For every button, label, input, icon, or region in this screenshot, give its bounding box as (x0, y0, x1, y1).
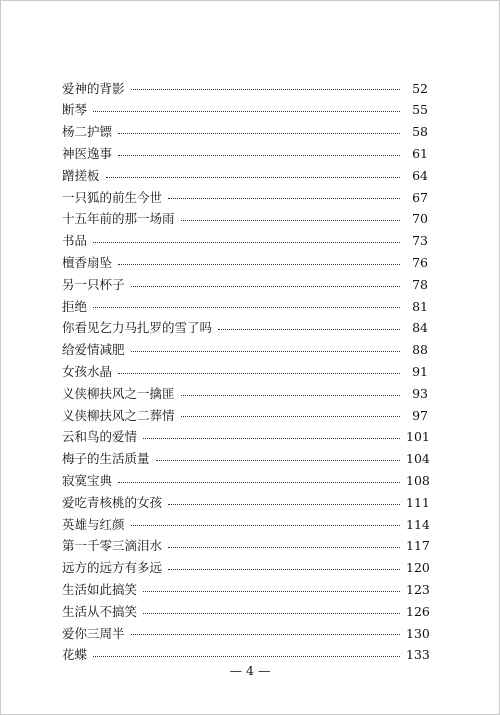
toc-entry (62, 318, 428, 340)
toc-entry-title: 爱神的背影 (62, 80, 125, 96)
dot-leader (143, 613, 400, 614)
toc-entry (62, 165, 428, 187)
toc-entry (62, 361, 428, 383)
dot-leader (181, 220, 400, 221)
toc-entry (62, 470, 428, 492)
toc-entry-page: 55 (412, 102, 428, 118)
toc-entry-title: 云和鸟的爱情 (62, 429, 138, 445)
page-number: — 4 — (229, 663, 271, 678)
toc-entry-title: 生活如此搞笑 (62, 581, 138, 597)
dot-leader (93, 656, 400, 657)
toc-entry-title: 女孩水晶 (62, 364, 113, 379)
toc-entry-title: 一只狐的前生今世 (62, 189, 163, 205)
toc-entry-title: 断琴 (62, 102, 88, 118)
dot-leader (106, 177, 400, 178)
toc-entry (62, 623, 428, 645)
toc-entry (62, 231, 428, 253)
toc-entry (62, 78, 428, 100)
toc-entry-title: 檀香扇坠 (62, 255, 113, 271)
dot-leader (118, 482, 400, 483)
toc-entry (62, 252, 428, 274)
dot-leader (131, 525, 400, 526)
dot-leader (168, 504, 400, 505)
toc-entry-page: 81 (412, 298, 428, 314)
toc-entry-title: 花蝶 (62, 647, 88, 663)
toc-entry-page: 52 (412, 80, 428, 96)
toc-entry (62, 492, 428, 514)
toc-entry-page: 58 (412, 124, 428, 140)
dot-leader (131, 634, 400, 635)
toc-entry (62, 427, 428, 449)
toc-entry (62, 122, 428, 144)
toc-entry (62, 187, 428, 209)
toc-entry-title: 英雄与红颜 (62, 516, 125, 532)
toc-entry-title: 十五年前的那一场雨 (62, 211, 175, 227)
dot-leader (143, 438, 400, 439)
toc-entry-page: 70 (412, 211, 428, 227)
toc-entry-page: 88 (412, 342, 428, 358)
toc-entry-title: 爱吃青核桃的女孩 (62, 494, 163, 510)
toc-entry-title: 拒绝 (62, 298, 88, 314)
toc-entry-title: 远方的远方有多远 (62, 560, 163, 576)
toc-entry-page: 78 (412, 276, 428, 292)
dot-leader (118, 133, 400, 134)
toc-entry (62, 536, 428, 558)
toc-entry (62, 340, 428, 362)
toc-entry (62, 296, 428, 318)
toc-entry-page: 108 (406, 472, 430, 488)
toc-entry-page: 93 (412, 385, 428, 401)
dot-leader (143, 591, 400, 592)
dot-leader (181, 395, 400, 396)
toc-entry-page: 123 (406, 581, 430, 597)
dot-leader (131, 286, 400, 287)
toc-entry-title: 义侠柳扶风之二葬情 (62, 407, 175, 423)
toc-entry-page: 117 (406, 538, 430, 554)
toc-entry-page: 130 (406, 625, 430, 641)
toc-entry-title: 给爱情减肥 (62, 342, 125, 358)
toc-entry-title: 爱你三周半 (62, 625, 125, 641)
dot-leader (168, 198, 400, 199)
toc-entry-title: 书品 (62, 233, 88, 249)
toc-entry-page: 76 (412, 255, 428, 271)
dot-leader (131, 89, 400, 90)
toc-entry-title: 杨二护镖 (62, 124, 113, 140)
toc-entry-page: 84 (412, 320, 428, 336)
toc-entry-page: 97 (412, 407, 428, 423)
toc-entry-page: 114 (406, 516, 430, 532)
toc-entry-page: 133 (406, 647, 430, 663)
toc-entry (62, 449, 428, 471)
toc-entry (62, 514, 428, 536)
dot-leader (118, 155, 400, 156)
dot-leader (168, 547, 400, 548)
dot-leader (218, 329, 400, 330)
dot-leader (118, 264, 400, 265)
dot-leader (93, 307, 400, 308)
toc-entry (62, 558, 428, 580)
toc-entry (62, 383, 428, 405)
toc-entry-title: 义侠柳扶风之一擒匪 (62, 385, 175, 401)
toc-entry-page: 67 (412, 189, 428, 205)
toc-entry-title: 生活从不搞笑 (62, 603, 138, 619)
toc-entry (62, 579, 428, 601)
toc-entry-page: 126 (406, 603, 430, 619)
toc-entry-page: 120 (406, 560, 430, 576)
toc-entry-page: 101 (406, 429, 430, 445)
toc-entry (62, 209, 428, 231)
toc-entry (62, 405, 428, 427)
toc-entry-title: 另一只杯子 (62, 276, 125, 292)
dot-leader (168, 569, 400, 570)
toc-entry-title: 蹭搓板 (62, 167, 100, 183)
dot-leader (93, 242, 400, 243)
toc-entry-page: 91 (412, 364, 428, 379)
toc-entry (62, 100, 428, 122)
dot-leader (156, 460, 400, 461)
toc-entry-page: 104 (406, 451, 430, 467)
toc-entry (62, 601, 428, 623)
toc-entry (62, 143, 428, 165)
dot-leader (131, 351, 400, 352)
toc-entry-page: 111 (406, 494, 430, 510)
toc-entry (62, 274, 428, 296)
toc-entry-title: 你看见乞力马扎罗的雪了吗 (62, 320, 213, 336)
toc-entry-page: 61 (412, 146, 428, 162)
toc-entry-title: 梅子的生活质量 (62, 451, 150, 467)
toc-entry-title: 寂寞宝典 (62, 472, 113, 488)
dot-leader (118, 373, 400, 374)
dot-leader (93, 111, 400, 112)
table-of-contents (62, 78, 428, 667)
toc-entry-title: 神医逸事 (62, 146, 113, 162)
toc-entry-page: 64 (412, 167, 428, 183)
dot-leader (181, 416, 400, 417)
toc-entry-page: 73 (412, 233, 428, 249)
toc-entry-title: 第一千零三滴泪水 (62, 538, 163, 554)
